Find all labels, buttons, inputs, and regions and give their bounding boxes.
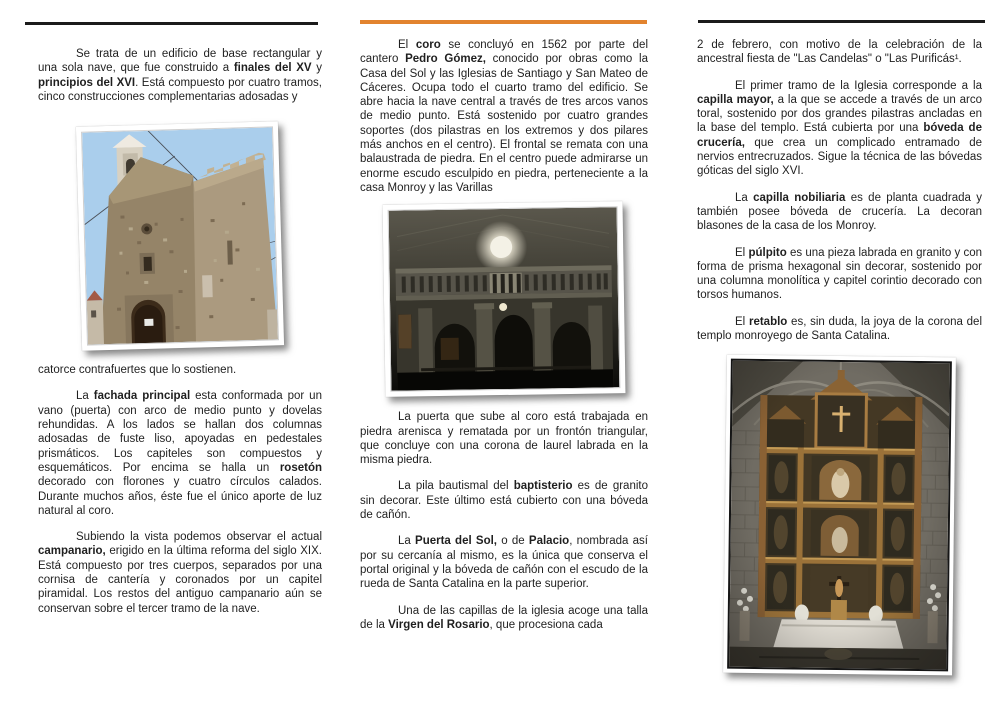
- figure-church-facade: [38, 124, 322, 353]
- paragraph-puerta-del-sol: La Puerta del Sol, o de Palacio, nombrada así por su cercanía al mismo, es la única que conserva el portal original y la bóveda de cañón con el escudo de la rueda de Santa Catalina en la parte superior.: [360, 535, 648, 591]
- paragraph-choir: El coro se concluyó en 1562 por parte del cantero Pedro Gómez, conocido por obras como la Casa del Sol y las Iglesias de Santiago y San Mateo de Cáceres. Ocupa todo el cuarto tramo del edificio. Se abre hacia la nave central a través de tres arcos vanos de medio punto. Está sostenido por cuatro grandes soportes (dos pilastras en los extremos y dos pilares más anchos en el centro). El frontal se remata con una balaustrada de piedra. En el centro puede admirarse un enorme escudo esculpido en piedra, perteneciente a la casa Monroy y las Varillas: [360, 39, 649, 194]
- paragraph-virgen-del-rosario: Una de las capillas de la iglesia acoge una talla de la Virgen del Rosario, que procesiona cada: [360, 604, 648, 631]
- figure-retablo: [697, 356, 982, 679]
- paragraph-facade: La fachada principal esta conformada por un vano (puerta) con arco de medio punto y dovelas rehundidas. A los lados se hallan dos columnas adosadas de fuste liso, apoyadas en pedestales prismáticos. Los capiteles son compuestos y esquemáticos. Por encima se halla un rosetón decorado con florones y cuatro círculos calados. Durante muchos años, éste fue el único aporte de luz natural al coro.: [38, 390, 322, 517]
- column-left: [38, 0, 322, 616]
- column-right: [697, 0, 982, 679]
- paragraph-choir-door: La puerta que sube al coro está trabajada en piedra arenisca y rematada por un frontón triangular, que concluye con una corona de laurel labrada en la misma piedra.: [360, 411, 648, 467]
- paragraph-retablo: El retablo es, sin duda, la joya de la corona del templo monroyego de Santa Catalina.: [697, 315, 983, 343]
- church-facade-photo: [82, 128, 278, 345]
- altarpiece-photo: [727, 359, 952, 672]
- top-rule-center: [360, 20, 647, 24]
- photo-frame: [383, 201, 626, 397]
- paragraph-candelas: 2 de febrero, con motivo de la celebración de la ancestral fiesta de "Las Candelas" o "Las Purificás¹.: [697, 39, 982, 66]
- paragraph-baptistery: La pila bautismal del baptisterio es de granito sin decorar. Este último está cubierto con una bóveda de cañón.: [360, 480, 648, 522]
- column-center: [360, 0, 648, 632]
- top-rule-right: [698, 20, 985, 23]
- photo-frame: [76, 121, 284, 351]
- paragraph-pulpito: El púlpito es una pieza labrada en granito y con forma de prisma hexagonal sin decorar, sostenido por una columna monolítica y capitel corintio decorado con torsos humanos.: [697, 246, 982, 302]
- paragraph-building-intro: Se trata de un edificio de base rectangular y una sola nave, que fue construido a finales del XV y principios del XVI. Está compuesto por cuatro tramos, cinco construcciones complementarias adosadas y: [38, 48, 322, 103]
- paragraph-bell-tower: Subiendo la vista podemos observar el actual campanario, erigido en la última reforma del siglo XIX. Está compuesto por tres cuerpos, separados por una cornisa de cantería y coronados por un capitel piramidal. Los restos del antiguo campanario aún se conservan sobre el tercer tramo de la nave.: [38, 531, 322, 615]
- paragraph-capilla-mayor: El primer tramo de la Iglesia corresponde a la capilla mayor, a la que se accede a través de un arco toral, sostenido por dos grandes pilastras ancladas en la base del templo. Está cubierta por una bóveda de crucería, que crea un complicado entramado de nervios entrecruzados. Sigue la técnica de las bóvedas góticas del siglo XVI.: [697, 79, 982, 178]
- choir-interior-photo: [389, 207, 620, 391]
- figure-choir-interior: [360, 203, 648, 400]
- top-rule-left: [25, 22, 318, 25]
- photo-frame: [723, 355, 956, 676]
- paragraph-buttresses: catorce contrafuertes que lo sostienen.: [38, 364, 237, 377]
- paragraph-capilla-nobiliaria: La capilla nobiliaria es de planta cuadrada y también posee bóveda de crucería. La decoran blasones de la casa de los Monroy.: [697, 191, 982, 233]
